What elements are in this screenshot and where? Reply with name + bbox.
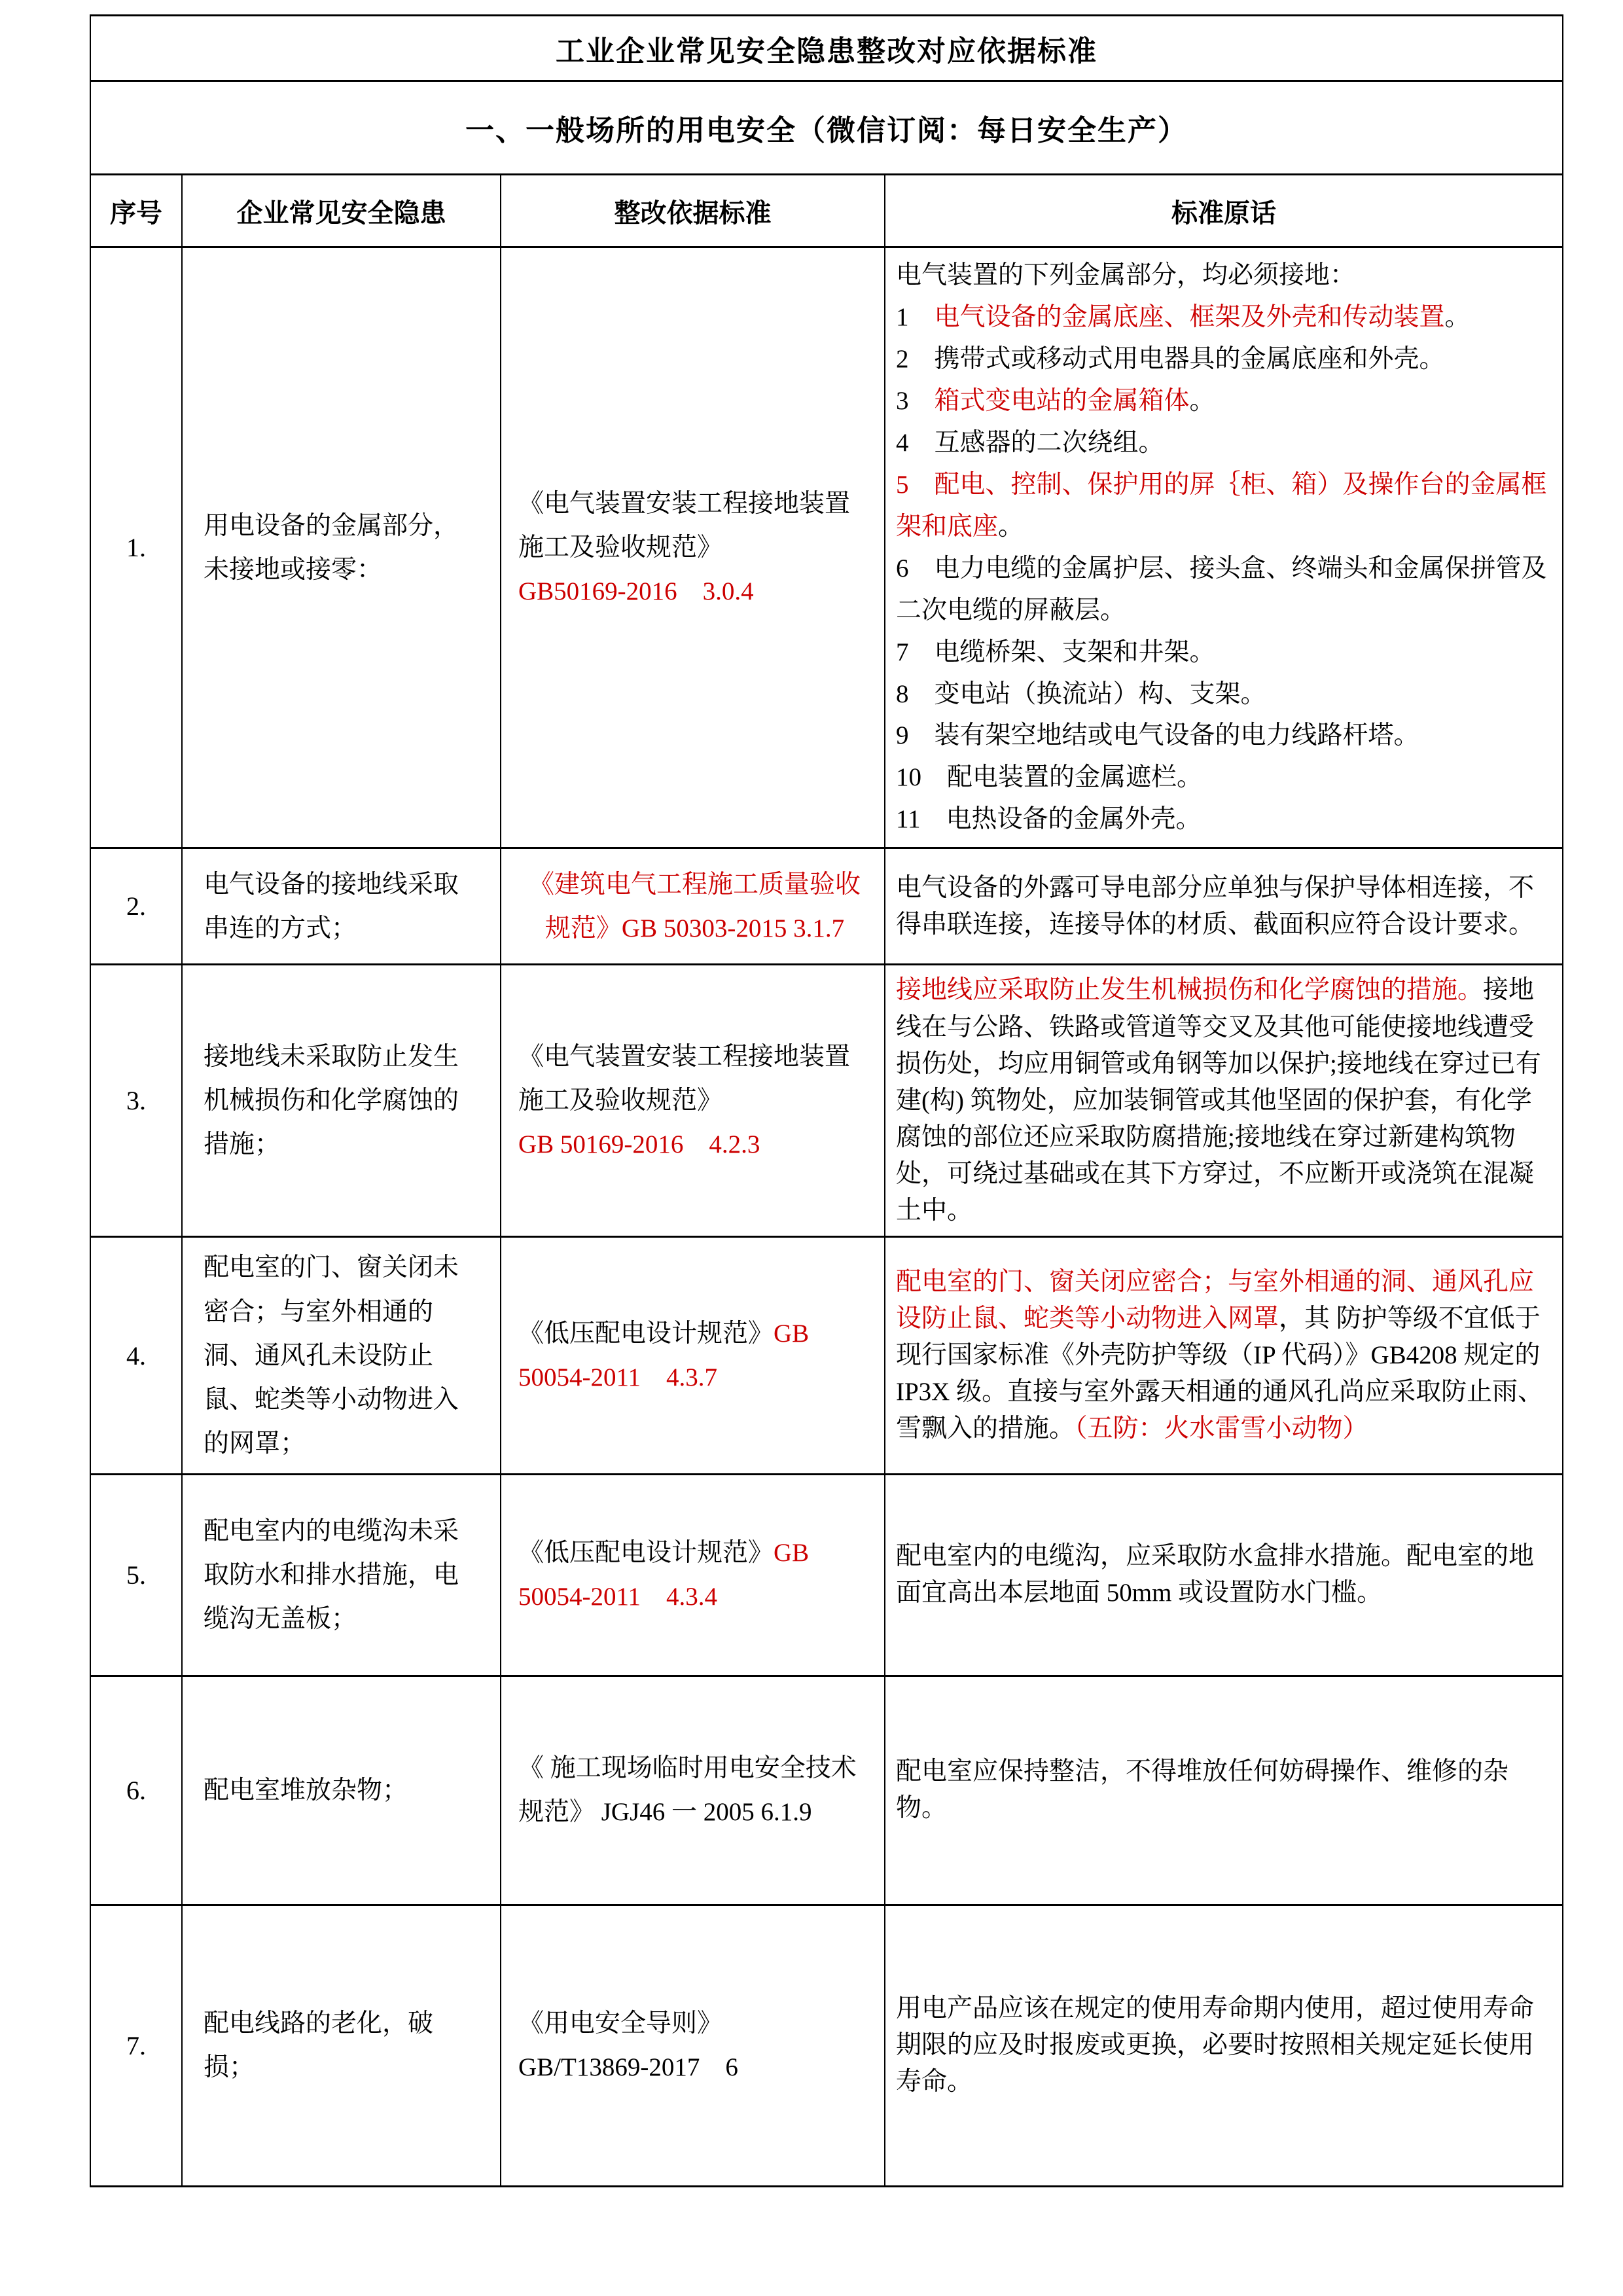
highlighted-text: （五防：火水雷雪小动物） [1075,1414,1368,1443]
header-row [90,175,1563,247]
text-line [518,863,871,950]
text-line [518,1035,871,1122]
table-row [90,965,1563,1237]
header-standard: 整改依据标准 [501,175,885,247]
text-line [518,1746,871,1834]
body-text: 《电气装置安装工程接地装置施工及验收规范》 [518,1043,851,1115]
body-text: 配电室内的电缆沟，应采取防水盒排水措施。配电室的地面宜高出本层地面 50mm 或设置防水门槛。 [896,1542,1535,1607]
section-title: 一、一般场所的用电安全（微信订阅：每日安全生产） [90,81,1563,175]
highlighted-text: 电气设备的金属底座、框架及外壳和传动装置 [934,302,1445,331]
text-line [896,1264,1552,1448]
body-text: 。 [998,512,1024,541]
body-text: 配电室应保持整洁，不得堆放任何妨碍操作、维修的杂物。 [896,1757,1509,1823]
highlighted-text: GB 50169-2016 4.2.3 [518,1130,760,1159]
text-line [896,798,1552,840]
row-number: 5. [90,1474,182,1676]
text-line [896,870,1552,943]
body-text: 7 电缆桥架、支架和井架。 [896,637,1215,666]
highlighted-text: GB50169-2016 3.0.4 [518,577,754,606]
body-text: 4 互感器的二次绕组。 [896,428,1164,457]
highlighted-text: 《建筑电气工程施工质量验收规范》GB 50303-2015 3.1.7 [528,870,861,942]
text-line [896,1538,1552,1611]
header-quote: 标准原话 [885,175,1563,247]
highlighted-text: 5 配电、控制、保护用的屏｛柜、箱）及操作台的金属框架和底座 [896,470,1547,541]
text-line [896,464,1552,548]
body-text: 8 变电站（换流站）构、支架。 [896,679,1266,708]
table-row [90,1905,1563,2186]
highlighted-text: 接地线应采取防止发生机械损伤和化学腐蚀的措施。 [896,976,1484,1005]
text-line [896,296,1552,338]
standard-cell [501,1676,885,1905]
standard-cell [501,965,885,1237]
text-line [518,1531,871,1619]
hazard-cell: 用电设备的金属部分，未接地或接零： [182,247,501,848]
text-line [518,2001,871,2045]
text-line [896,632,1552,673]
body-text: 《用电安全导则》 [518,2009,723,2038]
quote-cell [885,848,1563,965]
body-text: 6 电力电缆的金属护层、接头盒、终端头和金属保拼管及二次电缆的屏蔽层。 [896,554,1547,624]
row-number: 7. [90,1905,182,2186]
body-text: 。 [1444,302,1471,331]
hazard-cell: 配电线路的老化，破损； [182,1905,501,2186]
header-seq: 序号 [90,175,182,247]
table-row [90,848,1563,965]
highlighted-text: GB 50054-2011 4.3.7 [518,1319,810,1392]
text-line [896,757,1552,798]
table-row [90,1676,1563,1905]
table-row [90,1237,1563,1474]
body-text: 《电气装置安装工程接地装置施工及验收规范》 [518,490,851,562]
text-line [896,380,1552,422]
body-text: GB/T13869-2017 6 [518,2053,738,2082]
body-text: 10 配电装置的金属遮栏。 [896,763,1203,792]
text-line [896,548,1552,632]
safety-standards-table [90,14,1563,2187]
quote-cell [885,247,1563,848]
body-text: 2 携带式或移动式用电器具的金属底座和外壳。 [896,344,1445,373]
text-line [518,569,871,613]
body-text: 《低压配电设计规范》 [518,1539,774,1568]
body-text: 1 [896,302,935,331]
row-number: 4. [90,1237,182,1474]
row-number: 3. [90,965,182,1237]
subtitle-row [90,81,1563,175]
row-number: 2. [90,848,182,965]
standard-cell [501,247,885,848]
body-text: 电气设备的外露可导电部分应单独与保护导体相连接，不得串联连接，连接导体的材质、截面积应符合设计要求。 [896,873,1535,939]
doc-title: 工业企业常见安全隐患整改对应依据标准 [90,16,1563,81]
text-line [896,972,1552,1229]
body-text: 11 电热设备的金属外壳。 [896,805,1202,834]
standard-cell [501,1905,885,2186]
standard-cell [501,1237,885,1474]
body-text: 。 [1189,386,1215,415]
text-line [518,2045,871,2089]
body-text: ，其 防护等级不宜低于现行国家标准《外壳防护等级（IP 代码）》GB4208 规定的 IP3X 级。直接与室外露天相通的通风孔尚应采取防止雨、雪飘入的措施。 [896,1304,1544,1443]
text-line [518,1312,871,1399]
body-text: 《 施工现场临时用电安全技术规范》 JGJ46 一 2005 6.1.9 [518,1754,857,1827]
hazard-cell: 配电室的门、窗关闭未密合；与室外相通的洞、通风孔未设防止鼠、蛇类等小动物进入的网罩； [182,1237,501,1474]
hazard-cell: 配电室内的电缆沟未采取防水和排水措施，电缆沟无盖板； [182,1474,501,1676]
text-line [896,1753,1552,1827]
quote-cell [885,1905,1563,2186]
body-text: 9 装有架空地结或电气设备的电力线路杆塔。 [896,721,1419,750]
text-line [896,422,1552,464]
highlighted-text: 配电室的门、窗关闭应密合；与室外相通的洞、通风孔应设防止鼠、蛇类等小动物进入网罩 [896,1267,1535,1333]
table-row [90,247,1563,848]
body-text: 3 [896,386,935,415]
body-text: 接地线在与公路、铁路或管道等交叉及其他可能使接地线遭受损伤处，均应用铜管或角钢等加以保护;接地线在穿过已有建(构) 筑物处，应加装铜管或其他坚固的保护套，有化学腐蚀的部位还应采取防腐措施;接地线在穿过新建构筑物处，可绕过基础或在其下方穿过，不应断开或浇筑在混凝土中。 [896,976,1541,1225]
body-text: 电气装置的下列金属部分，均必须接地： [896,261,1356,289]
quote-cell [885,965,1563,1237]
standard-cell [501,848,885,965]
hazard-cell: 接地线未采取防止发生机械损伤和化学腐蚀的措施； [182,965,501,1237]
text-line [896,255,1552,296]
body-text: 《低压配电设计规范》 [518,1319,774,1348]
text-line [518,1122,871,1166]
text-line [896,715,1552,757]
text-line [896,673,1552,715]
header-hazard: 企业常见安全隐患 [182,175,501,247]
standard-cell [501,1474,885,1676]
highlighted-text: 箱式变电站的金属箱体 [934,386,1190,415]
text-line [896,1990,1552,2100]
title-row [90,16,1563,81]
hazard-cell: 电气设备的接地线采取串连的方式； [182,848,501,965]
quote-cell [885,1237,1563,1474]
body-text: 用电产品应该在规定的使用寿命期内使用，超过使用寿命期限的应及时报废或更换，必要时按照相关规定延长使用寿命。 [896,1994,1535,2096]
hazard-cell: 配电室堆放杂物； [182,1676,501,1905]
highlighted-text: GB 50054-2011 4.3.4 [518,1539,810,1611]
row-number: 1. [90,247,182,848]
quote-cell [885,1474,1563,1676]
quote-cell [885,1676,1563,1905]
text-line [896,338,1552,380]
row-number: 6. [90,1676,182,1905]
table-row [90,1474,1563,1676]
text-line [518,482,871,569]
